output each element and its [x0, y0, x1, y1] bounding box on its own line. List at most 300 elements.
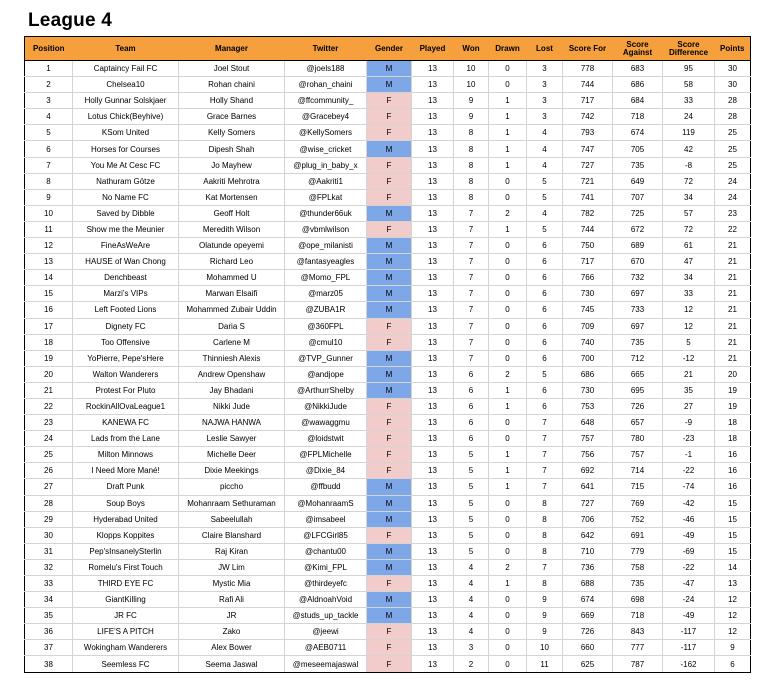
cell-gender: M — [367, 254, 412, 270]
cell-twitter: @vbmlwilson — [285, 221, 367, 237]
cell-lost: 10 — [527, 640, 563, 656]
cell-score-against: 726 — [613, 398, 663, 414]
cell-won: 2 — [454, 656, 489, 672]
cell-gender: M — [367, 382, 412, 398]
cell-score-for: 642 — [563, 527, 613, 543]
cell-points: 16 — [715, 447, 751, 463]
cell-drawn: 1 — [489, 221, 527, 237]
league-table — [24, 36, 751, 673]
table-row — [25, 479, 751, 495]
column-header-position[interactable]: Position — [25, 37, 73, 61]
cell-score-against: 714 — [613, 463, 663, 479]
table-row — [25, 189, 751, 205]
cell-twitter: @chantu00 — [285, 543, 367, 559]
cell-won: 9 — [454, 109, 489, 125]
cell-score-for: 736 — [563, 559, 613, 575]
cell-team: Show me the Meunier — [73, 221, 179, 237]
cell-drawn: 0 — [489, 254, 527, 270]
cell-points: 16 — [715, 479, 751, 495]
cell-score-against: 752 — [613, 511, 663, 527]
cell-team: Seemless FC — [73, 656, 179, 672]
cell-gender: F — [367, 189, 412, 205]
cell-score-difference: -69 — [663, 543, 715, 559]
cell-position: 29 — [25, 511, 73, 527]
cell-points: 15 — [715, 527, 751, 543]
cell-won: 6 — [454, 398, 489, 414]
cell-played: 13 — [412, 415, 454, 431]
cell-won: 10 — [454, 77, 489, 93]
cell-score-for: 692 — [563, 463, 613, 479]
cell-manager: Marwan Elsaifi — [179, 286, 285, 302]
cell-won: 7 — [454, 334, 489, 350]
column-header-drawn[interactable]: Drawn — [489, 37, 527, 61]
cell-gender: F — [367, 173, 412, 189]
cell-score-difference: -8 — [663, 157, 715, 173]
cell-won: 5 — [454, 495, 489, 511]
column-header-played[interactable]: Played — [412, 37, 454, 61]
column-header-team[interactable]: Team — [73, 37, 179, 61]
cell-drawn: 1 — [489, 479, 527, 495]
cell-gender: F — [367, 334, 412, 350]
cell-score-against: 718 — [613, 608, 663, 624]
table-row — [25, 221, 751, 237]
cell-score-against: 672 — [613, 221, 663, 237]
cell-points: 30 — [715, 61, 751, 77]
cell-played: 13 — [412, 447, 454, 463]
cell-score-against: 732 — [613, 270, 663, 286]
cell-twitter: @plug_in_baby_x — [285, 157, 367, 173]
cell-twitter: @cmul10 — [285, 334, 367, 350]
cell-score-difference: -49 — [663, 527, 715, 543]
cell-points: 12 — [715, 624, 751, 640]
cell-won: 7 — [454, 205, 489, 221]
cell-won: 5 — [454, 527, 489, 543]
table-row — [25, 77, 751, 93]
cell-score-difference: 34 — [663, 270, 715, 286]
cell-position: 38 — [25, 656, 73, 672]
cell-score-difference: -12 — [663, 350, 715, 366]
cell-score-difference: 34 — [663, 189, 715, 205]
cell-score-for: 778 — [563, 61, 613, 77]
cell-score-for: 744 — [563, 221, 613, 237]
cell-drawn: 1 — [489, 93, 527, 109]
cell-score-difference: 33 — [663, 93, 715, 109]
table-row — [25, 109, 751, 125]
table-row — [25, 286, 751, 302]
cell-played: 13 — [412, 221, 454, 237]
cell-played: 13 — [412, 157, 454, 173]
cell-twitter: @ope_milanisti — [285, 238, 367, 254]
cell-played: 13 — [412, 350, 454, 366]
cell-points: 21 — [715, 238, 751, 254]
cell-points: 19 — [715, 398, 751, 414]
cell-twitter: @joels188 — [285, 61, 367, 77]
cell-score-against: 686 — [613, 77, 663, 93]
cell-manager: Daria S — [179, 318, 285, 334]
cell-points: 15 — [715, 511, 751, 527]
cell-manager: Kelly Somers — [179, 125, 285, 141]
cell-twitter: @360FPL — [285, 318, 367, 334]
cell-score-for: 745 — [563, 302, 613, 318]
cell-won: 6 — [454, 382, 489, 398]
cell-gender: M — [367, 479, 412, 495]
cell-twitter: @NikkiJude — [285, 398, 367, 414]
cell-won: 10 — [454, 61, 489, 77]
table-row — [25, 350, 751, 366]
page-title: League 4 — [28, 10, 112, 31]
cell-team: Hyderabad United — [73, 511, 179, 527]
cell-manager: Seema Jaswal — [179, 656, 285, 672]
cell-points: 21 — [715, 270, 751, 286]
cell-score-against: 735 — [613, 157, 663, 173]
cell-points: 21 — [715, 254, 751, 270]
cell-team: Draft Punk — [73, 479, 179, 495]
cell-score-against: 843 — [613, 624, 663, 640]
table-row — [25, 366, 751, 382]
cell-score-for: 730 — [563, 382, 613, 398]
cell-drawn: 1 — [489, 109, 527, 125]
cell-points: 12 — [715, 608, 751, 624]
cell-lost: 6 — [527, 398, 563, 414]
cell-score-for: 669 — [563, 608, 613, 624]
cell-points: 20 — [715, 366, 751, 382]
cell-twitter: @AEB0711 — [285, 640, 367, 656]
cell-manager: Mohanraam Sethuraman — [179, 495, 285, 511]
cell-team: You Me At Cesc FC — [73, 157, 179, 173]
cell-drawn: 1 — [489, 447, 527, 463]
column-header-twitter[interactable]: Twitter — [285, 37, 367, 61]
cell-position: 23 — [25, 415, 73, 431]
cell-gender: F — [367, 318, 412, 334]
cell-lost: 5 — [527, 189, 563, 205]
cell-lost: 6 — [527, 318, 563, 334]
table-row — [25, 463, 751, 479]
column-header-manager[interactable]: Manager — [179, 37, 285, 61]
cell-played: 13 — [412, 366, 454, 382]
cell-points: 15 — [715, 495, 751, 511]
cell-score-for: 660 — [563, 640, 613, 656]
cell-gender: F — [367, 221, 412, 237]
cell-lost: 8 — [527, 511, 563, 527]
cell-score-against: 649 — [613, 173, 663, 189]
column-header-points[interactable]: Points — [715, 37, 751, 61]
cell-gender: M — [367, 205, 412, 221]
cell-score-against: 689 — [613, 238, 663, 254]
cell-gender: M — [367, 592, 412, 608]
cell-position: 15 — [25, 286, 73, 302]
cell-position: 7 — [25, 157, 73, 173]
cell-manager: JW Lim — [179, 559, 285, 575]
cell-position: 37 — [25, 640, 73, 656]
cell-played: 13 — [412, 656, 454, 672]
cell-lost: 7 — [527, 463, 563, 479]
cell-position: 27 — [25, 479, 73, 495]
cell-gender: F — [367, 93, 412, 109]
cell-team: Wokingham Wanderers — [73, 640, 179, 656]
cell-lost: 7 — [527, 479, 563, 495]
cell-manager: JR — [179, 608, 285, 624]
cell-twitter: @wawaggmu — [285, 415, 367, 431]
table-header-row — [25, 37, 751, 61]
cell-score-against: 787 — [613, 656, 663, 672]
cell-points: 21 — [715, 334, 751, 350]
cell-score-difference: 57 — [663, 205, 715, 221]
cell-gender: F — [367, 415, 412, 431]
cell-drawn: 0 — [489, 543, 527, 559]
cell-score-difference: 95 — [663, 61, 715, 77]
cell-score-difference: 33 — [663, 286, 715, 302]
cell-team: Lotus Chick(Beyhive) — [73, 109, 179, 125]
cell-twitter: @AldnoahVoid — [285, 592, 367, 608]
cell-twitter: @MohanraamS — [285, 495, 367, 511]
cell-lost: 8 — [527, 543, 563, 559]
column-header-gender[interactable]: Gender — [367, 37, 412, 61]
cell-manager: Zako — [179, 624, 285, 640]
table-row — [25, 447, 751, 463]
column-header-score-for[interactable]: Score For — [563, 37, 613, 61]
cell-score-difference: 12 — [663, 302, 715, 318]
cell-manager: Geoff Holt — [179, 205, 285, 221]
cell-twitter: @marz05 — [285, 286, 367, 302]
cell-points: 21 — [715, 318, 751, 334]
cell-lost: 6 — [527, 238, 563, 254]
cell-points: 22 — [715, 221, 751, 237]
cell-drawn: 0 — [489, 302, 527, 318]
cell-drawn: 0 — [489, 431, 527, 447]
cell-position: 26 — [25, 463, 73, 479]
cell-drawn: 0 — [489, 415, 527, 431]
cell-team: Dignety FC — [73, 318, 179, 334]
cell-score-for: 766 — [563, 270, 613, 286]
cell-lost: 3 — [527, 93, 563, 109]
cell-twitter: @studs_up_tackle — [285, 608, 367, 624]
cell-played: 13 — [412, 318, 454, 334]
column-header-score-against[interactable]: Score Against — [613, 37, 663, 61]
cell-manager: Grace Barnes — [179, 109, 285, 125]
cell-position: 22 — [25, 398, 73, 414]
cell-played: 13 — [412, 431, 454, 447]
cell-gender: M — [367, 77, 412, 93]
cell-score-difference: -23 — [663, 431, 715, 447]
cell-score-difference: -9 — [663, 415, 715, 431]
cell-score-for: 709 — [563, 318, 613, 334]
cell-score-against: 691 — [613, 527, 663, 543]
cell-team: HAUSE of Wan Chong — [73, 254, 179, 270]
cell-team: RockinAllOvaLeague1 — [73, 398, 179, 414]
cell-points: 30 — [715, 77, 751, 93]
cell-score-difference: 42 — [663, 141, 715, 157]
cell-manager: piccho — [179, 479, 285, 495]
cell-gender: F — [367, 656, 412, 672]
cell-played: 13 — [412, 382, 454, 398]
cell-gender: M — [367, 511, 412, 527]
cell-score-against: 705 — [613, 141, 663, 157]
cell-team: Milton Minnows — [73, 447, 179, 463]
cell-won: 7 — [454, 221, 489, 237]
cell-gender: F — [367, 624, 412, 640]
cell-position: 9 — [25, 189, 73, 205]
cell-won: 3 — [454, 640, 489, 656]
cell-gender: M — [367, 543, 412, 559]
cell-gender: F — [367, 527, 412, 543]
cell-played: 13 — [412, 334, 454, 350]
cell-twitter: @loidstwit — [285, 431, 367, 447]
cell-position: 30 — [25, 527, 73, 543]
cell-drawn: 1 — [489, 382, 527, 398]
cell-won: 7 — [454, 318, 489, 334]
cell-points: 18 — [715, 431, 751, 447]
cell-drawn: 0 — [489, 624, 527, 640]
cell-manager: Meredith Wilson — [179, 221, 285, 237]
cell-won: 7 — [454, 270, 489, 286]
cell-twitter: @ffcommunity_ — [285, 93, 367, 109]
cell-played: 13 — [412, 608, 454, 624]
cell-manager: Dipesh Shah — [179, 141, 285, 157]
cell-gender: F — [367, 431, 412, 447]
cell-score-for: 730 — [563, 286, 613, 302]
cell-gender: M — [367, 495, 412, 511]
cell-team: Walton Wanderers — [73, 366, 179, 382]
cell-score-against: 670 — [613, 254, 663, 270]
cell-played: 13 — [412, 463, 454, 479]
cell-drawn: 0 — [489, 173, 527, 189]
cell-score-against: 695 — [613, 382, 663, 398]
table-row — [25, 254, 751, 270]
cell-points: 18 — [715, 415, 751, 431]
table-row — [25, 61, 751, 77]
cell-score-for: 747 — [563, 141, 613, 157]
cell-position: 24 — [25, 431, 73, 447]
cell-twitter: @imsabeel — [285, 511, 367, 527]
cell-position: 5 — [25, 125, 73, 141]
cell-played: 13 — [412, 77, 454, 93]
cell-twitter: @Gracebey4 — [285, 109, 367, 125]
cell-manager: Richard Leo — [179, 254, 285, 270]
table-row — [25, 511, 751, 527]
cell-score-difference: 27 — [663, 398, 715, 414]
cell-position: 32 — [25, 559, 73, 575]
cell-score-against: 735 — [613, 334, 663, 350]
table-row — [25, 415, 751, 431]
table-row — [25, 302, 751, 318]
cell-team: Klopps Koppites — [73, 527, 179, 543]
cell-score-for: 782 — [563, 205, 613, 221]
cell-position: 36 — [25, 624, 73, 640]
cell-score-for: 710 — [563, 543, 613, 559]
cell-twitter: @fantasyeagles — [285, 254, 367, 270]
cell-score-against: 697 — [613, 286, 663, 302]
cell-manager: Thinniesh Alexis — [179, 350, 285, 366]
cell-points: 13 — [715, 576, 751, 592]
cell-team: Saved by Dibble — [73, 205, 179, 221]
cell-gender: F — [367, 576, 412, 592]
cell-lost: 7 — [527, 431, 563, 447]
cell-twitter: @KellySomers — [285, 125, 367, 141]
cell-score-for: 648 — [563, 415, 613, 431]
cell-won: 4 — [454, 576, 489, 592]
cell-score-difference: -1 — [663, 447, 715, 463]
cell-won: 6 — [454, 415, 489, 431]
cell-twitter: @TVP_Gunner — [285, 350, 367, 366]
cell-won: 4 — [454, 608, 489, 624]
table-row — [25, 608, 751, 624]
cell-score-difference: 24 — [663, 109, 715, 125]
cell-position: 25 — [25, 447, 73, 463]
cell-lost: 6 — [527, 382, 563, 398]
cell-team: Soup Boys — [73, 495, 179, 511]
cell-score-difference: -74 — [663, 479, 715, 495]
cell-points: 21 — [715, 286, 751, 302]
cell-points: 15 — [715, 543, 751, 559]
cell-score-against: 684 — [613, 93, 663, 109]
cell-played: 13 — [412, 398, 454, 414]
cell-position: 34 — [25, 592, 73, 608]
cell-manager: Andrew Openshaw — [179, 366, 285, 382]
cell-drawn: 0 — [489, 270, 527, 286]
cell-position: 11 — [25, 221, 73, 237]
cell-score-difference: -22 — [663, 463, 715, 479]
cell-points: 25 — [715, 157, 751, 173]
cell-drawn: 1 — [489, 576, 527, 592]
cell-team: JR FC — [73, 608, 179, 624]
cell-lost: 7 — [527, 559, 563, 575]
cell-lost: 8 — [527, 576, 563, 592]
cell-team: Protest For Pluto — [73, 382, 179, 398]
cell-position: 4 — [25, 109, 73, 125]
cell-score-difference: 12 — [663, 318, 715, 334]
cell-score-difference: 5 — [663, 334, 715, 350]
cell-position: 18 — [25, 334, 73, 350]
cell-score-against: 674 — [613, 125, 663, 141]
cell-team: I Need More Mané! — [73, 463, 179, 479]
column-header-score-difference[interactable]: Score Difference — [663, 37, 715, 61]
cell-lost: 9 — [527, 624, 563, 640]
cell-gender: M — [367, 302, 412, 318]
cell-played: 13 — [412, 270, 454, 286]
column-header-lost[interactable]: Lost — [527, 37, 563, 61]
cell-score-against: 697 — [613, 318, 663, 334]
cell-score-against: 779 — [613, 543, 663, 559]
cell-won: 4 — [454, 559, 489, 575]
cell-team: Horses for Courses — [73, 141, 179, 157]
cell-drawn: 1 — [489, 398, 527, 414]
cell-score-difference: 72 — [663, 173, 715, 189]
cell-gender: F — [367, 125, 412, 141]
cell-score-for: 700 — [563, 350, 613, 366]
cell-score-for: 674 — [563, 592, 613, 608]
cell-won: 8 — [454, 157, 489, 173]
cell-points: 19 — [715, 382, 751, 398]
cell-drawn: 0 — [489, 656, 527, 672]
cell-score-against: 715 — [613, 479, 663, 495]
cell-gender: F — [367, 463, 412, 479]
cell-drawn: 1 — [489, 463, 527, 479]
cell-score-difference: -117 — [663, 640, 715, 656]
table-row — [25, 141, 751, 157]
table-row — [25, 624, 751, 640]
column-header-won[interactable]: Won — [454, 37, 489, 61]
cell-position: 8 — [25, 173, 73, 189]
cell-drawn: 0 — [489, 189, 527, 205]
cell-score-against: 718 — [613, 109, 663, 125]
cell-score-difference: -49 — [663, 608, 715, 624]
table-row — [25, 93, 751, 109]
cell-drawn: 0 — [489, 640, 527, 656]
cell-played: 13 — [412, 254, 454, 270]
cell-lost: 5 — [527, 221, 563, 237]
cell-lost: 5 — [527, 366, 563, 382]
cell-score-difference: -22 — [663, 559, 715, 575]
